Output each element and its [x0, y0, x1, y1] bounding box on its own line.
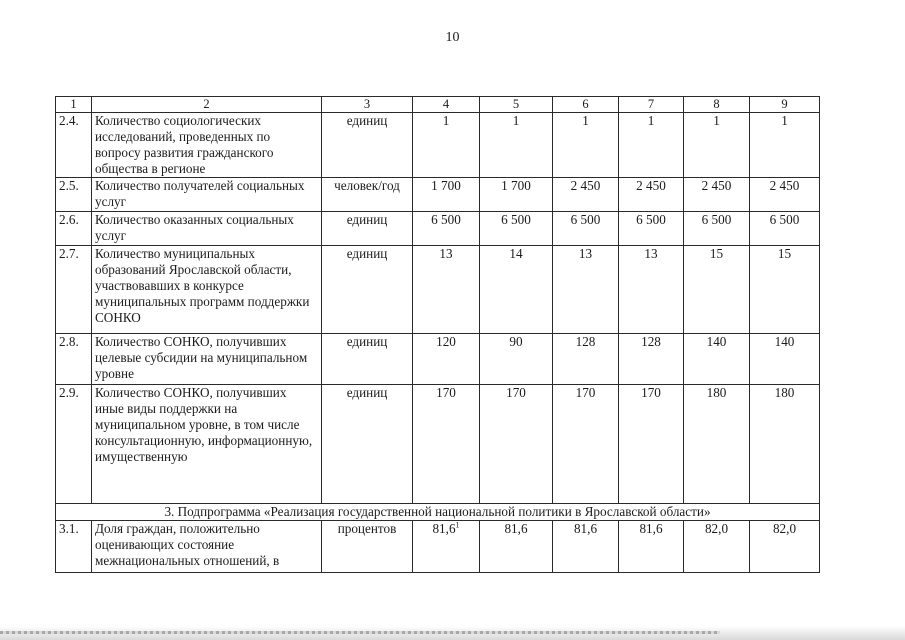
- value-cell: 81,6: [480, 521, 553, 573]
- indicator-name: Количество социологических исследований, проведенных по вопросу развития гражданского общества в регионе: [92, 113, 322, 178]
- value-cell: 180: [750, 385, 820, 504]
- value-cell: 82,0: [750, 521, 820, 573]
- unit-cell: единиц: [322, 385, 413, 504]
- value-cell: 81,6: [553, 521, 619, 573]
- value-cell: 170: [619, 385, 684, 504]
- scan-edge-artifact: [0, 626, 905, 640]
- section-row: [56, 504, 820, 521]
- value-cell: 170: [413, 385, 480, 504]
- value-cell: 128: [619, 334, 684, 385]
- table-row: [56, 212, 820, 246]
- header-cell: 9: [750, 97, 820, 113]
- value-cell: 90: [480, 334, 553, 385]
- value-cell: 1: [750, 113, 820, 178]
- value-cell: 15: [684, 246, 750, 334]
- value-cell: 120: [413, 334, 480, 385]
- header-cell: 8: [684, 97, 750, 113]
- row-number: 2.9.: [56, 385, 92, 504]
- value-cell: 82,0: [684, 521, 750, 573]
- header-row: [56, 97, 820, 113]
- value-cell: 2 450: [750, 178, 820, 212]
- value-cell: 2 450: [553, 178, 619, 212]
- value-cell: 13: [619, 246, 684, 334]
- value-cell: 128: [553, 334, 619, 385]
- row-number: 2.4.: [56, 113, 92, 178]
- value-cell: 170: [553, 385, 619, 504]
- row-number: 2.8.: [56, 334, 92, 385]
- unit-cell: единиц: [322, 246, 413, 334]
- indicator-name: Количество получателей социальных услуг: [92, 178, 322, 212]
- header-cell: 7: [619, 97, 684, 113]
- row-number: 2.7.: [56, 246, 92, 334]
- header-cell: 6: [553, 97, 619, 113]
- value-cell: [413, 521, 480, 573]
- table-row: [56, 334, 820, 385]
- value-cell: 1 700: [413, 178, 480, 212]
- unit-cell: единиц: [322, 113, 413, 178]
- value-cell: 1: [619, 113, 684, 178]
- value-cell: 180: [684, 385, 750, 504]
- table-row: [56, 246, 820, 334]
- value-cell: 1 700: [480, 178, 553, 212]
- table-row: [56, 385, 820, 504]
- indicator-name: Количество муниципальных образований Ярославской области, участвовавших в конкурсе муниципальных программ поддержки СОНКО: [92, 246, 322, 334]
- header-cell: 2: [92, 97, 322, 113]
- indicator-name: Количество СОНКО, получивших целевые субсидии на муниципальном уровне: [92, 334, 322, 385]
- section-title: 3. Подпрограмма «Реализация государственной национальной политики в Ярославской области»: [56, 504, 820, 521]
- row-number: 2.5.: [56, 178, 92, 212]
- unit-cell: человек/год: [322, 178, 413, 212]
- value-cell: 170: [480, 385, 553, 504]
- header-cell: 4: [413, 97, 480, 113]
- row-number: 3.1.: [56, 521, 92, 573]
- value-cell: 1: [553, 113, 619, 178]
- value-cell: 6 500: [750, 212, 820, 246]
- value-cell: 81,6: [619, 521, 684, 573]
- value-cell: 6 500: [413, 212, 480, 246]
- value-cell: 140: [684, 334, 750, 385]
- value-cell: 6 500: [684, 212, 750, 246]
- value-cell: 1: [480, 113, 553, 178]
- value-cell: 140: [750, 334, 820, 385]
- value-cell: 13: [553, 246, 619, 334]
- unit-cell: процентов: [322, 521, 413, 573]
- header-cell: 5: [480, 97, 553, 113]
- value-cell: 1: [413, 113, 480, 178]
- footnote-mark: 1: [455, 520, 460, 530]
- header-cell: 1: [56, 97, 92, 113]
- table-row: [56, 113, 820, 178]
- value-text: 81,6: [432, 521, 456, 536]
- value-cell: 6 500: [619, 212, 684, 246]
- value-cell: 1: [684, 113, 750, 178]
- indicator-name: Количество оказанных социальных услуг: [92, 212, 322, 246]
- indicator-name: Количество СОНКО, получивших иные виды поддержки на муниципальном уровне, в том числе консультационную, информационную, имущественную: [92, 385, 322, 504]
- page-number: 10: [445, 30, 460, 45]
- indicators-table: [55, 96, 820, 573]
- value-cell: 6 500: [480, 212, 553, 246]
- header-cell: 3: [322, 97, 413, 113]
- value-cell: 6 500: [553, 212, 619, 246]
- indicator-name: Доля граждан, положительно оценивающих состояние межнациональных отношений, в: [92, 521, 322, 573]
- value-cell: 2 450: [619, 178, 684, 212]
- unit-cell: единиц: [322, 334, 413, 385]
- unit-cell: единиц: [322, 212, 413, 246]
- table-row: [56, 521, 820, 573]
- value-cell: 2 450: [684, 178, 750, 212]
- row-number: 2.6.: [56, 212, 92, 246]
- value-cell: 14: [480, 246, 553, 334]
- table-row: [56, 178, 820, 212]
- value-cell: 13: [413, 246, 480, 334]
- value-cell: 15: [750, 246, 820, 334]
